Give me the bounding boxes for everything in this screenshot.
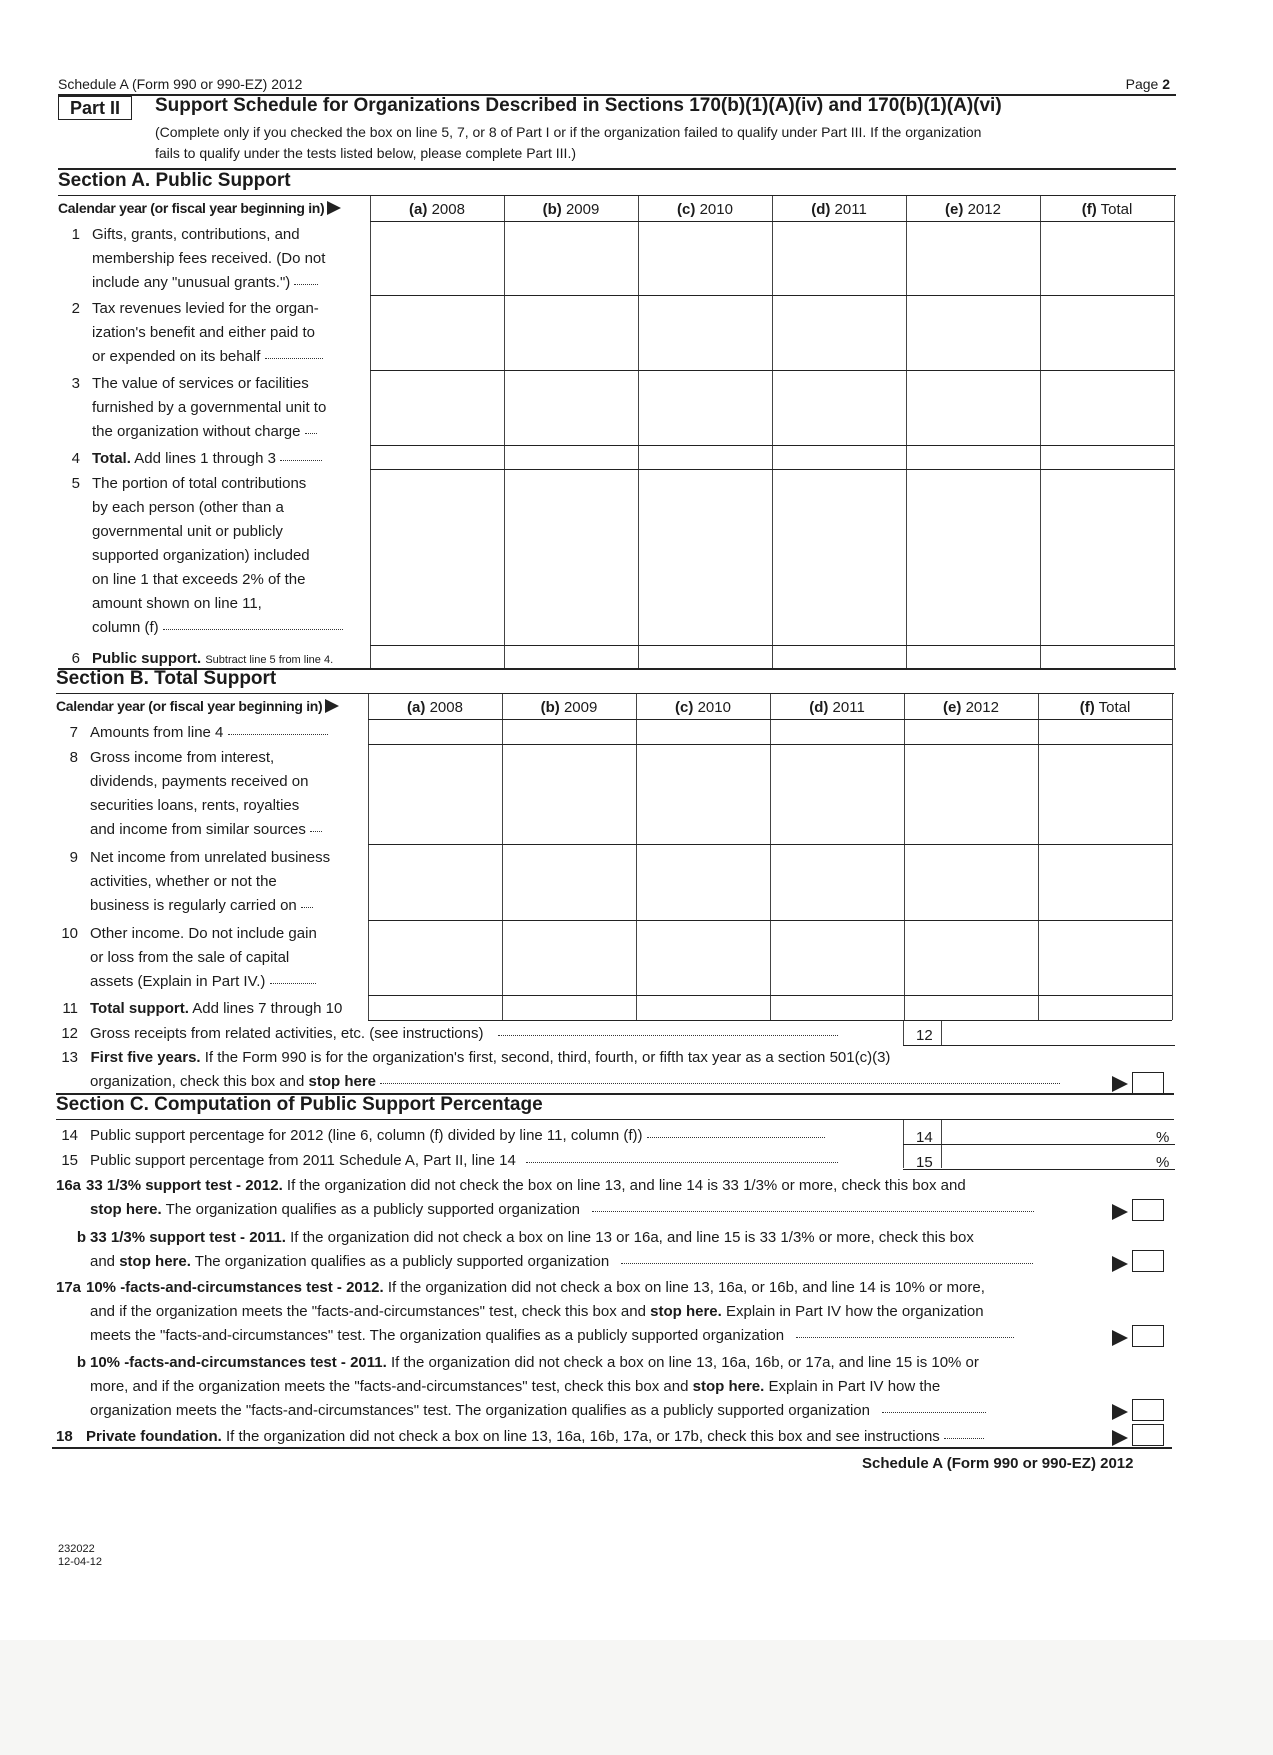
amount-cell[interactable] [771,745,903,843]
page-number-value: 2 [1162,76,1170,92]
column-letter: (a) [409,201,428,218]
rule [903,1169,1175,1170]
arrow-right-icon [327,201,341,215]
amount-cell[interactable] [905,996,1037,1019]
line-14-percent-sign: % [1156,1129,1170,1146]
section-a-title: Section A. Public Support [58,170,291,191]
section-c-title: Section C. Computation of Public Support Percentage [56,1094,543,1115]
column-label: 2008 [431,201,465,218]
line-text-part: and income from similar sources [90,821,306,838]
line-number: 17a [56,1279,82,1296]
arrow-right-icon [1112,1204,1128,1220]
line-text-part: If the organization did not check a box on line 13, 16a, 16b, or 17a, and line 15 is 10% or [390,1354,979,1371]
line-text-part: ization's benefit and either paid to [92,324,316,341]
column-letter: (c) [677,201,696,218]
column-header [504,201,638,218]
line-text-part: Net income from unrelated business [90,849,331,866]
leader-dots [796,1337,1014,1338]
amount-cell[interactable] [905,921,1037,994]
row-divider [368,1020,1172,1021]
amount-cell[interactable] [505,296,637,369]
line-12-box-label: 12 [916,1027,933,1044]
column-divider [1172,694,1173,1020]
column-letter: (c) [675,699,694,716]
leader-dots [270,983,316,984]
arrow-right-icon [1112,1330,1128,1346]
amount-cell[interactable] [1039,720,1171,743]
page-label: Page [1125,76,1159,92]
amount-cell[interactable] [1039,921,1171,994]
amount-cell[interactable] [505,222,637,294]
amount-cell[interactable] [505,446,637,468]
column-header [368,699,502,716]
line-number: 12 [61,1025,78,1042]
line-text-part: If the Form 990 is for the organization's first, second, third, fourth, or fifth tax year as a section 501(c)(3) [204,1049,891,1066]
amount-cell[interactable] [369,745,501,843]
amount-cell[interactable] [1041,446,1173,468]
line-text-part: Gross income from interest, [90,749,275,766]
amount-cell[interactable] [371,470,503,644]
column-label: 2009 [565,201,600,218]
line-bold-text: 33 1/3% support test - 2012. [86,1177,283,1194]
column-header [502,699,636,716]
amount-cell[interactable] [1041,371,1173,444]
line-14-box-label: 14 [916,1129,933,1146]
column-header [370,201,504,218]
line-text-part: supported organization) included [92,547,310,564]
rule [903,1144,1175,1145]
ref-box-divider [903,1021,904,1045]
amount-cell[interactable] [639,446,771,468]
line-14-percent-field[interactable] [941,1121,1156,1143]
leader-dots [294,284,318,285]
line-text-part: business is regularly carried on [90,897,297,914]
line-text-part: and [90,1253,116,1270]
amount-cell[interactable] [639,646,771,667]
leader-dots [526,1162,838,1163]
line-text-part: If the organization did not check a box on line 13, 16a, 16b, 17a, or 17b, check this box and see instructions [226,1428,940,1445]
column-letter: (b) [540,699,560,716]
amount-cell[interactable] [773,222,905,294]
section-b-calendar-label [56,698,339,714]
leader-dots [305,433,317,434]
amount-cell[interactable] [1041,222,1173,294]
line-text-part: organization meets the "facts-and-circumstances" test. The organization qualifies as a publicly supported organization [90,1402,870,1419]
line-text [90,1149,890,1173]
line-text-part: or expended on its behalf [92,348,261,365]
leader-dots [621,1263,1033,1264]
line-16b-checkbox[interactable] [1132,1250,1164,1272]
arrow-right-icon [1112,1076,1128,1092]
column-letter: (a) [407,699,426,716]
line-bold-text: 10% -facts-and-circumstances test - 2011. [90,1354,387,1371]
line-13-checkbox[interactable] [1132,1072,1164,1094]
amount-cell[interactable] [371,371,503,444]
amount-cell[interactable] [773,371,905,444]
line-text-part: amount shown on line 11, [92,595,262,612]
line-text-part: Gross receipts from related activities, etc. (see instructions) [90,1025,484,1042]
amount-cell[interactable] [637,845,769,919]
line-bold-text: Public support. [92,650,202,667]
line-17a-checkbox[interactable] [1132,1325,1164,1347]
amount-cell[interactable] [503,921,635,994]
line-bold-text: First five years. [90,1049,201,1066]
amount-cell[interactable] [503,720,635,743]
leader-dots [228,734,328,735]
part-title: Support Schedule for Organizations Described in Sections 170(b)(1)(A)(iv) and 170(b)(1)(A)(vi) [155,95,1002,116]
amount-cell[interactable] [637,921,769,994]
amount-cell[interactable] [637,720,769,743]
line-text [90,746,380,842]
schedule-footer: Schedule A (Form 990 or 990-EZ) 2012 [862,1455,1134,1472]
line-12-amount-field[interactable] [941,1022,1174,1044]
calendar-label-text: Calendar year (or fiscal year beginning in) [56,698,323,714]
line-text-part: by each person (other than a [92,499,284,516]
line-18 [56,1425,1176,1449]
column-letter: (e) [945,201,964,218]
line-16b [56,1226,1176,1274]
column-label: 2012 [967,201,1001,218]
amount-cell[interactable] [773,446,905,468]
part-note-line2: fails to qualify under the tests listed below, please complete Part III.) [155,145,576,161]
column-letter: (f) [1081,201,1097,218]
line-number: 11 [62,1000,78,1017]
leader-dots [301,907,313,908]
line-text-part: membership fees received. (Do not [92,250,326,267]
amount-cell[interactable] [503,996,635,1019]
line-text [92,472,382,640]
amount-cell[interactable] [907,296,1039,369]
line-text-part: meets the "facts-and-circumstances" test. The organization qualifies as a publicly supported organization [90,1327,785,1344]
line-16a [56,1174,1176,1222]
line-text-part: Subtract line 5 from line 4. [205,654,334,666]
line-text [90,997,380,1021]
line-number: 18 [56,1428,73,1445]
amount-cell[interactable] [907,446,1039,468]
leader-dots [592,1211,1034,1212]
line-number: b [76,1354,86,1371]
amount-cell[interactable] [771,996,903,1019]
line-text [90,846,380,918]
line-text-part: Public support percentage from 2011 Schedule A, Part II, line 14 [90,1152,516,1169]
line-text-part: and if the organization meets the "facts-and-circumstances" test, check this box and [90,1303,646,1320]
line-number: 8 [69,749,78,766]
amount-cell[interactable] [1041,470,1173,644]
arrow-right-icon [1112,1404,1128,1420]
line-bold-text: Private foundation. [86,1428,222,1445]
amount-cell[interactable] [907,646,1039,667]
amount-cell[interactable] [907,371,1039,444]
line-number: 16a [56,1177,82,1194]
column-label: 2012 [965,699,999,716]
part-note [155,122,1145,164]
leader-dots [498,1035,838,1036]
line-text [90,922,380,994]
column-label: 2010 [699,201,733,218]
arrow-right-icon [1112,1430,1128,1446]
amount-cell[interactable] [505,371,637,444]
section-a-title-rule [58,195,1176,196]
line-text-part: The value of services or facilities [92,375,309,392]
line-text-part: Other income. Do not include gain [90,925,317,942]
amount-cell[interactable] [639,296,771,369]
line-bold-text: stop here [308,1073,376,1090]
leader-dots [280,460,322,461]
line-17a [56,1276,1176,1348]
line-15-box-label: 15 [916,1154,933,1171]
line-number: 6 [71,650,80,667]
column-letter: (d) [811,201,831,218]
column-header [770,699,904,716]
column-header [1040,201,1174,218]
line-text-part: If the organization did not check a box on line 13, 16a, or 16b, and line 14 is 10% or more, [387,1279,985,1296]
amount-cell[interactable] [369,996,501,1019]
line-text-part: Gifts, grants, contributions, and [92,226,300,243]
amount-cell[interactable] [1039,996,1171,1019]
line-17b [56,1351,1176,1423]
line-text-part: governmental unit or publicly [92,523,283,540]
leader-dots [882,1412,986,1413]
line-text-part: or loss from the sale of capital [90,949,290,966]
amount-cell[interactable] [371,446,503,468]
leader-dots [944,1438,984,1439]
line-text [92,223,382,295]
line-number: 10 [61,925,78,942]
column-label: 2010 [697,699,731,716]
line-number: 1 [71,226,80,243]
leader-dots [265,358,323,359]
section-c-bottom-rule [52,1447,1172,1449]
column-header [772,201,906,218]
amount-cell[interactable] [773,296,905,369]
line-text-part: Add lines 7 through 10 [192,1000,343,1017]
page-number [1100,76,1170,92]
form-code-1: 232022 [58,1543,95,1555]
column-label: 2011 [832,699,865,716]
form-name: Schedule A (Form 990 or 990-EZ) 2012 [58,76,303,92]
leader-dots [163,629,343,630]
line-text-part: The organization qualifies as a publicly supported organization [194,1253,610,1270]
amount-cell[interactable] [505,470,637,644]
line-text-part: Public support percentage for 2012 (line 6, column (f) divided by line 11, column (f)) [90,1127,643,1144]
amount-cell[interactable] [907,470,1039,644]
line-text-part: If the organization did not check the box on line 13, and line 14 is 33 1/3% or more, check this box and [286,1177,966,1194]
line-text-part: furnished by a governmental unit to [92,399,327,416]
line-bold-text: stop here. [90,1201,162,1218]
column-header [904,699,1038,716]
line-bold-text: stop here. [119,1253,191,1270]
line-text [92,447,382,471]
line-text-part: The organization qualifies as a publicly supported organization [165,1201,581,1218]
line-bold-text: Total. [92,450,131,467]
line-number: 4 [71,450,80,467]
arrow-right-icon [325,699,339,713]
line-text [92,297,382,369]
form-codes [58,1543,102,1569]
form-code-2: 12-04-12 [58,1556,103,1568]
leader-dots [647,1137,825,1138]
line-bold-text: 33 1/3% support test - 2011. [90,1229,286,1246]
column-letter: (b) [542,201,562,218]
column-label: 2008 [429,699,463,716]
amount-cell[interactable] [905,845,1037,919]
amount-cell[interactable] [639,470,771,644]
column-label: Total [1100,201,1133,218]
line-13 [56,1046,1176,1094]
line-number: 9 [69,849,78,866]
arrow-right-icon [1112,1256,1128,1272]
line-number: b [76,1229,86,1246]
column-label: 2011 [834,201,867,218]
amount-cell[interactable] [907,222,1039,294]
line-text-part: column (f) [92,619,159,636]
amount-cell[interactable] [773,646,905,667]
section-b-title-rule [56,693,1174,694]
line-bold-text: stop here. [650,1303,722,1320]
line-text [90,1124,890,1148]
line-text-part: Amounts from line 4 [90,724,224,741]
section-b-title: Section B. Total Support [56,668,277,689]
line-bold-text: stop here. [692,1378,765,1395]
amount-cell[interactable] [639,222,771,294]
line-18-checkbox[interactable] [1132,1424,1164,1446]
part-label: Part II [58,96,132,120]
amount-cell[interactable] [505,646,637,667]
amount-cell[interactable] [1041,296,1173,369]
amount-cell[interactable] [503,845,635,919]
amount-cell[interactable] [371,222,503,294]
line-number: 13 [61,1049,78,1066]
column-header [906,201,1040,218]
amount-cell[interactable] [905,720,1037,743]
line-15-percent-field[interactable] [941,1146,1156,1168]
line-text-part: If the organization did not check a box on line 13 or 16a, and line 15 is 33 1/3% or more, check this box [290,1229,974,1246]
amount-cell[interactable] [771,921,903,994]
amount-cell[interactable] [1039,845,1171,919]
line-number: 15 [61,1152,78,1169]
line-text-part: more, and if the organization meets the "facts-and-circumstances" test, check this box and [90,1378,689,1395]
amount-cell[interactable] [503,745,635,843]
amount-cell[interactable] [639,371,771,444]
column-letter: (f) [1079,699,1095,716]
section-c-title-rule [56,1119,1174,1120]
line-15-percent-sign: % [1156,1154,1170,1171]
amount-cell[interactable] [369,720,501,743]
line-number: 14 [61,1127,78,1144]
line-text-part: dividends, payments received on [90,773,309,790]
line-text-part: activities, whether or not the [90,873,277,890]
line-17b-checkbox[interactable] [1132,1399,1164,1421]
line-text-part: The portion of total contributions [92,475,307,492]
amount-cell[interactable] [1041,646,1173,667]
line-number: 3 [71,375,80,392]
line-16a-checkbox[interactable] [1132,1199,1164,1221]
line-text-part: include any "unusual grants.") [92,274,291,291]
calendar-label-text: Calendar year (or fiscal year beginning in) [58,200,325,216]
amount-cell[interactable] [773,470,905,644]
column-header [638,201,772,218]
amount-cell[interactable] [905,745,1037,843]
column-letter: (e) [943,699,962,716]
column-header [1038,699,1172,716]
part-note-line1: (Complete only if you checked the box on line 5, 7, or 8 of Part I or if the organization failed to qualify under Part III. If the organization [155,124,982,140]
line-text [90,721,380,745]
line-text-part: Tax revenues levied for the organ- [92,300,319,317]
amount-cell[interactable] [637,996,769,1019]
section-a-calendar-label [58,200,341,216]
column-header [636,699,770,716]
line-text-part: assets (Explain in Part IV.) [90,973,266,990]
line-text-part: securities loans, rents, royalties [90,797,300,814]
line-text-part: organization, check this box and [90,1073,305,1090]
amount-cell[interactable] [369,845,501,919]
amount-cell[interactable] [369,921,501,994]
amount-cell[interactable] [1039,745,1171,843]
line-number: 5 [71,475,80,492]
column-label: 2009 [563,699,598,716]
leader-dots [310,831,322,832]
amount-cell[interactable] [771,845,903,919]
line-number: 7 [69,724,78,741]
line-text-part: Explain in Part IV how the [768,1378,941,1395]
column-label: Total [1098,699,1131,716]
line-text-part: Add lines 1 through 3 [134,450,277,467]
amount-cell[interactable] [771,720,903,743]
line-text [90,1022,890,1046]
amount-cell[interactable] [637,745,769,843]
line-text-part: on line 1 that exceeds 2% of the [92,571,306,588]
line-text [92,372,382,444]
column-letter: (d) [809,699,829,716]
line-bold-text: 10% -facts-and-circumstances test - 2012. [86,1279,384,1296]
amount-cell[interactable] [371,296,503,369]
line-number: 2 [71,300,80,317]
line-text-part: the organization without charge [92,423,301,440]
line-bold-text: Total support. [90,1000,189,1017]
column-divider [1174,196,1175,668]
leader-dots [380,1083,1060,1084]
line-text-part: Explain in Part IV how the organization [725,1303,984,1320]
